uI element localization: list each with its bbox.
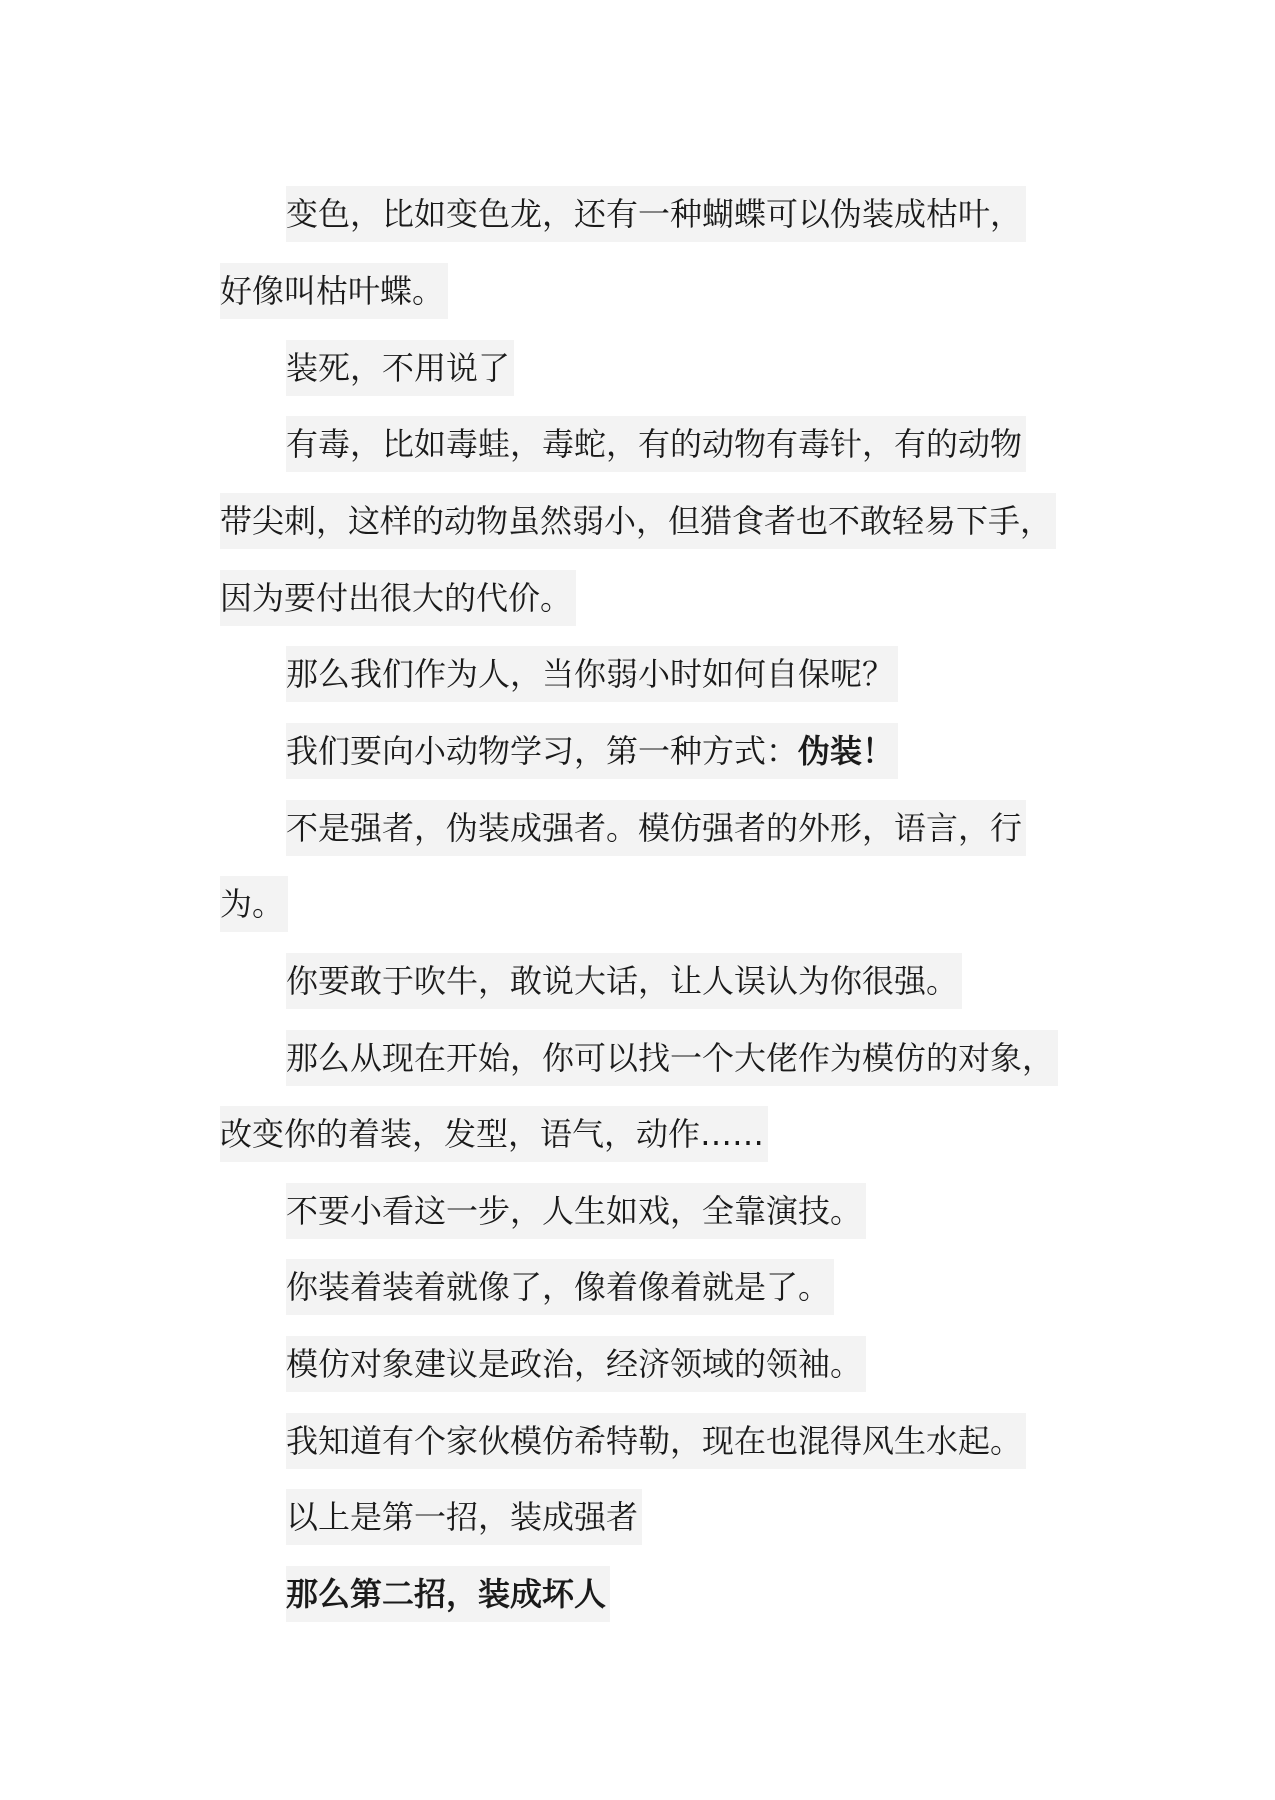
text-line [286,800,1026,856]
line-text: 有毒，比如毒蛙，毒蛇，有的动物有毒针，有的动物 [286,425,1023,463]
line-text: 好像叫枯叶蝶。 [220,272,445,310]
line-text: 以上是第一招，装成强者 [286,1498,639,1536]
text-line [286,416,1026,472]
line-text: 不要小看这一步，人生如戏，全靠演技。 [286,1192,863,1230]
line-text: 装死，不用说了 [286,349,511,387]
text-line [286,1183,866,1239]
text-line [286,646,898,702]
line-text: 那么我们作为人，当你弱小时如何自保呢？ [286,655,895,693]
line-text: 那么第二招，装成坏人 [286,1575,607,1613]
text-line [220,1106,768,1162]
text-line [286,953,962,1009]
line-text: 模仿对象建议是政治，经济领域的领袖。 [286,1345,863,1383]
line-text: 带尖刺，这样的动物虽然弱小，但猎食者也不敢轻易下手， [220,502,1053,540]
line-text: 你要敢于吹牛，敢说大话，让人误认为你很强。 [286,962,959,1000]
line-text: 因为要付出很大的代价。 [220,579,573,617]
line-text: 你装着装着就像了，像着像着就是了。 [286,1268,831,1306]
text-line [220,876,288,932]
text-line [286,1030,1058,1086]
text-line [286,1336,866,1392]
heading-line [286,1566,610,1622]
line-text: 那么从现在开始，你可以找一个大佬作为模仿的对象， [286,1039,1055,1077]
text-line [220,263,448,319]
text-line [286,1489,642,1545]
bold-emphasis: 伪装！ [798,732,895,770]
text-line [220,493,1056,549]
line-text: 为。 [220,885,285,923]
line-text: 我知道有个家伙模仿希特勒，现在也混得风生水起。 [286,1422,1023,1460]
text-line [286,186,1026,242]
line-text: 改变你的着装，发型，语气，动作…… [220,1115,765,1153]
text-line [286,340,514,396]
text-line [286,723,898,779]
line-text: 我们要向小动物学习，第一种方式： [286,732,799,770]
line-text: 不是强者，伪装成强者。模仿强者的外形，语言，行 [286,809,1023,847]
text-line [286,1413,1026,1469]
text-line [286,1259,834,1315]
line-text: 变色，比如变色龙，还有一种蝴蝶可以伪装成枯叶， [286,195,1023,233]
text-line [220,570,576,626]
